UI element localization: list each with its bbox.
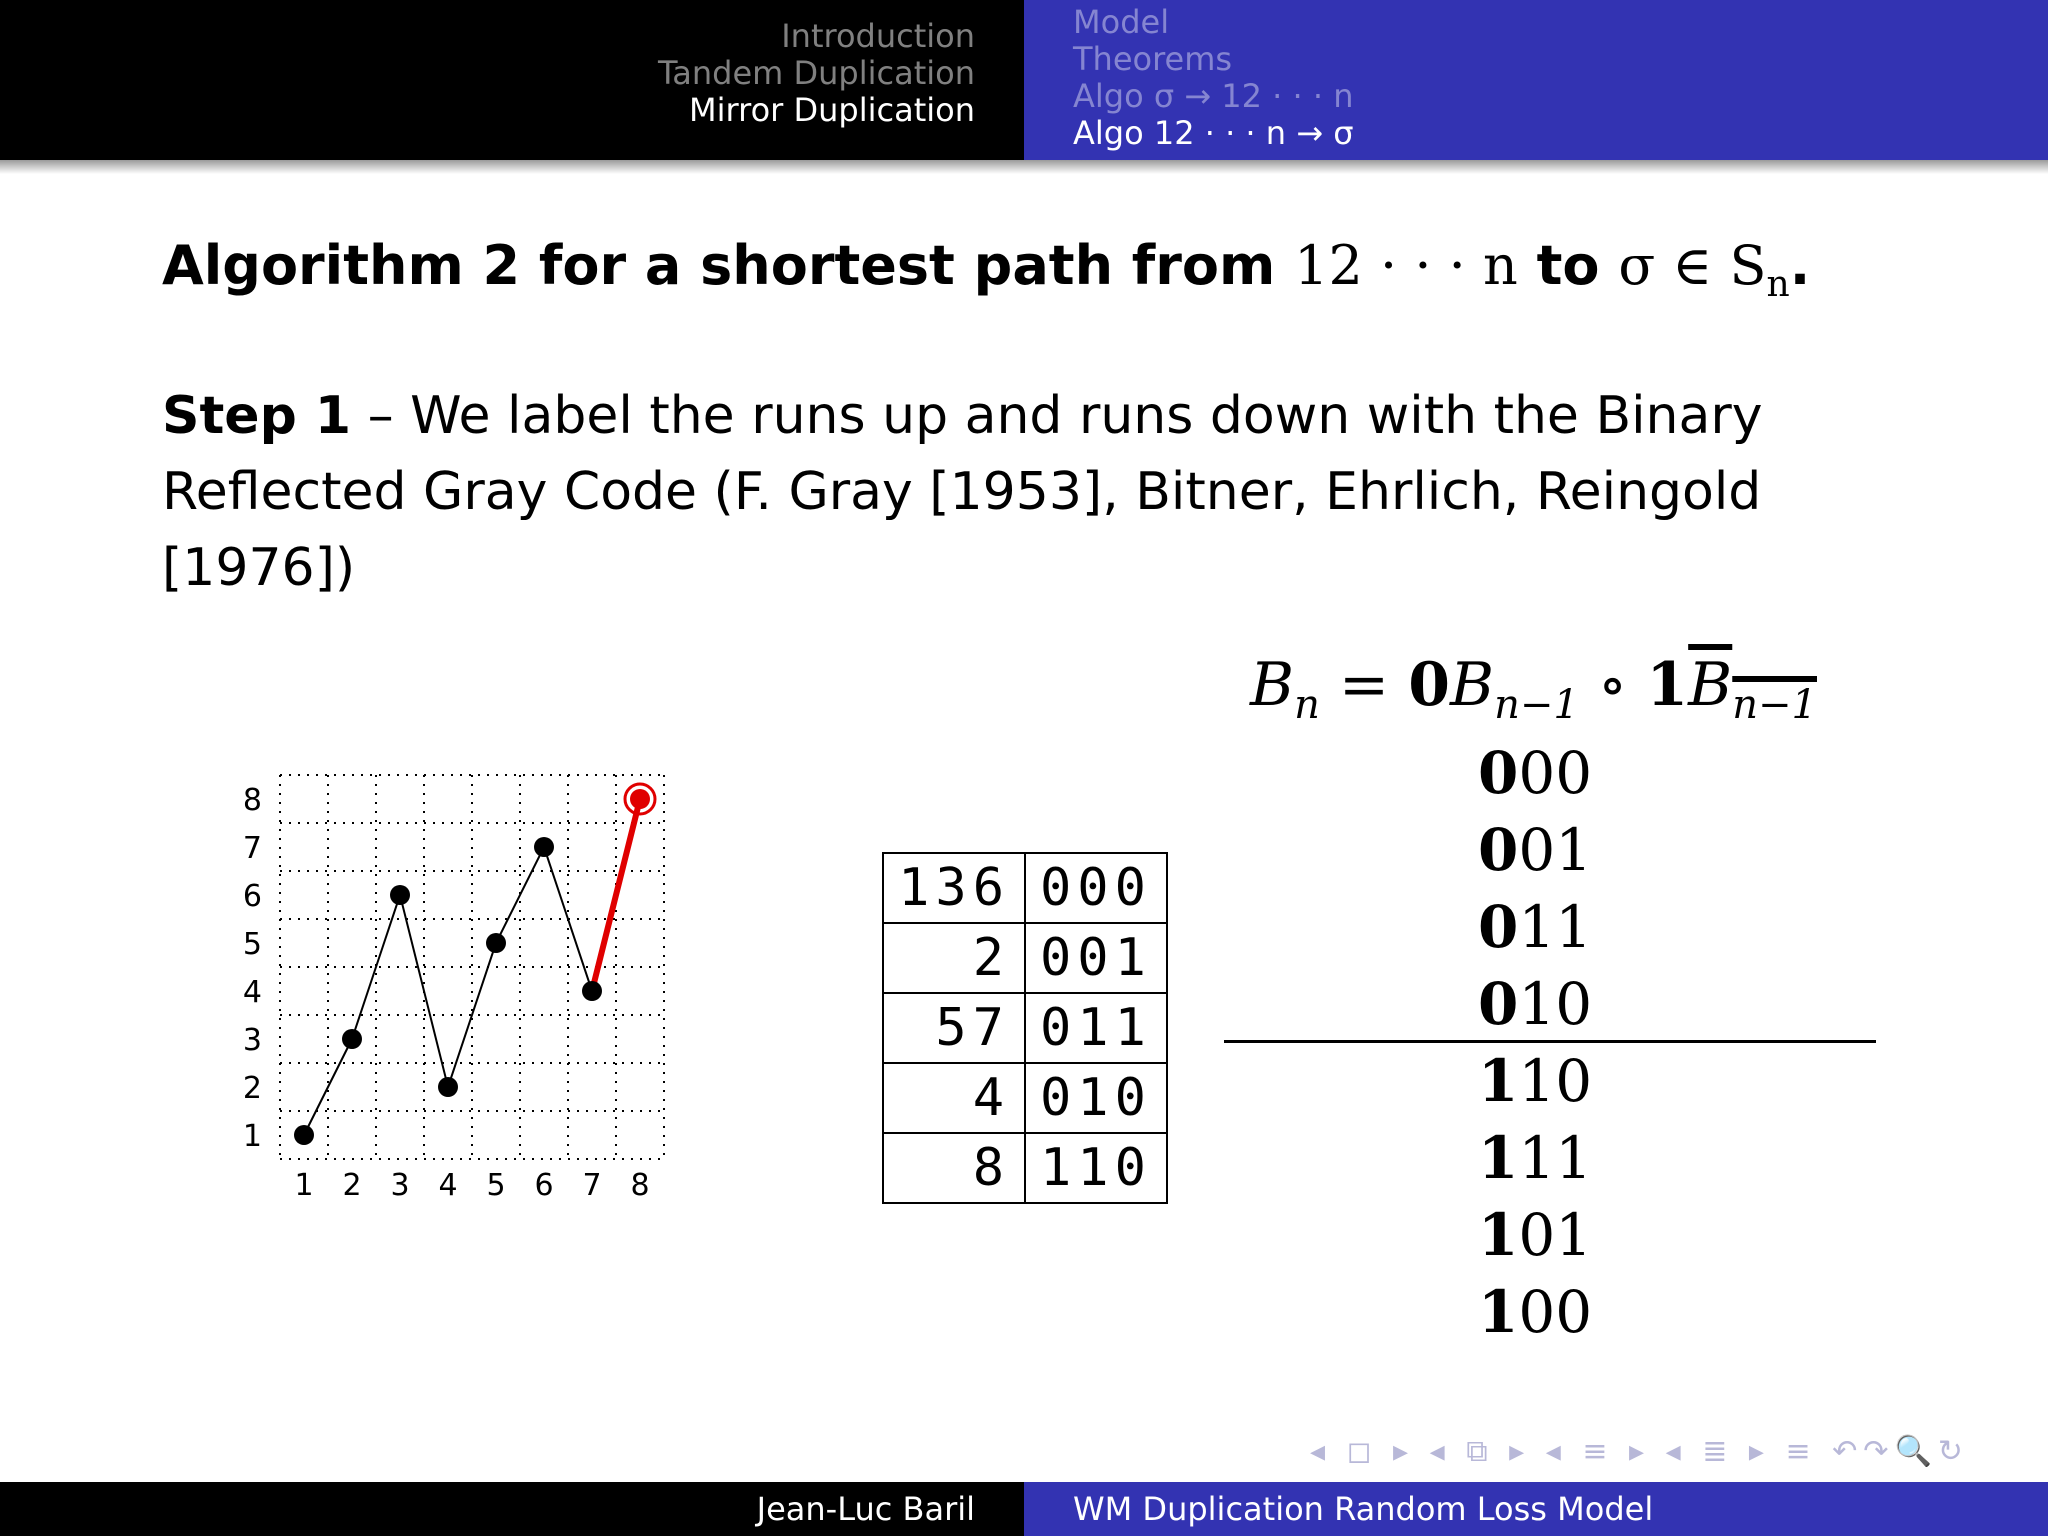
path-segment bbox=[352, 895, 400, 1039]
y-tick-label: 8 bbox=[242, 783, 262, 818]
y-tick-label: 3 bbox=[242, 1023, 262, 1058]
x-tick-label: 7 bbox=[582, 1168, 602, 1203]
nav-subsection-algo-sigma-to-id[interactable]: Algo σ → 12 · · · n bbox=[1073, 77, 1354, 115]
run-label-table bbox=[882, 852, 1168, 1204]
title-text-1: Algorithm 2 for a shortest path from bbox=[162, 234, 1276, 297]
formula-term2: B bbox=[1688, 650, 1733, 720]
path-segment bbox=[304, 1039, 352, 1135]
data-point bbox=[582, 981, 602, 1001]
title-math-1: 12 · · · n bbox=[1294, 234, 1518, 297]
formula-term1-sub: n−1 bbox=[1494, 682, 1579, 728]
step-paragraph bbox=[162, 378, 1802, 606]
run-positions-cell: 2 bbox=[883, 923, 1025, 993]
y-tick-label: 7 bbox=[242, 831, 262, 866]
table-row bbox=[883, 853, 1167, 923]
gray-code-row: 101 bbox=[1478, 1201, 1593, 1269]
gray-code-formula bbox=[1250, 650, 1817, 728]
run-positions-cell: 136 bbox=[883, 853, 1025, 923]
data-point bbox=[342, 1029, 362, 1049]
gray-code-row: 001 bbox=[1478, 816, 1593, 884]
data-point bbox=[438, 1077, 458, 1097]
x-tick-label: 1 bbox=[294, 1168, 314, 1203]
title-end: . bbox=[1789, 234, 1811, 297]
run-positions-cell: 4 bbox=[883, 1063, 1025, 1133]
gray-code-row: 100 bbox=[1478, 1278, 1593, 1346]
formula-lhs: B bbox=[1250, 650, 1295, 720]
nav-section-mirror-duplication[interactable]: Mirror Duplication bbox=[689, 91, 975, 129]
nav-subsection-theorems[interactable]: Theorems bbox=[1073, 40, 1233, 78]
nav-subsection-algo-id-to-sigma[interactable]: Algo 12 · · · n → σ bbox=[1073, 114, 1354, 152]
data-point bbox=[294, 1125, 314, 1145]
table-row bbox=[883, 1063, 1167, 1133]
beamer-header bbox=[0, 0, 2048, 162]
table-row bbox=[883, 923, 1167, 993]
run-positions-cell: 8 bbox=[883, 1133, 1025, 1203]
gray-label-cell: 010 bbox=[1025, 1063, 1167, 1133]
x-tick-label: 2 bbox=[342, 1168, 362, 1203]
gray-code-row: 110 bbox=[1478, 1047, 1593, 1115]
gray-label-cell: 001 bbox=[1025, 923, 1167, 993]
gray-code-row: 011 bbox=[1478, 893, 1593, 961]
slide-title bbox=[162, 234, 1810, 305]
subsection-nav bbox=[1073, 4, 1353, 152]
formula-bit-1: 1 bbox=[1646, 650, 1689, 720]
formula-lhs-sub: n bbox=[1294, 682, 1320, 728]
permutation-plot bbox=[230, 760, 690, 1210]
footer-title: WM Duplication Random Loss Model bbox=[1073, 1490, 1654, 1528]
step-label: Step 1 bbox=[162, 386, 352, 446]
gray-label-cell: 110 bbox=[1025, 1133, 1167, 1203]
data-point bbox=[630, 789, 650, 809]
title-math-2: σ ∈ S bbox=[1618, 234, 1767, 297]
nav-section-tandem-duplication[interactable]: Tandem Duplication bbox=[658, 54, 975, 92]
gray-label-cell: 000 bbox=[1025, 853, 1167, 923]
table-row bbox=[883, 993, 1167, 1063]
formula-term2-sub: n−1 bbox=[1732, 682, 1817, 728]
gray-code-row: 010 bbox=[1478, 970, 1593, 1038]
data-point bbox=[534, 837, 554, 857]
formula-term1: B bbox=[1450, 650, 1495, 720]
footer-author: Jean-Luc Baril bbox=[756, 1490, 975, 1528]
formula-op: ∘ bbox=[1578, 650, 1647, 720]
title-math-sub: n bbox=[1766, 263, 1790, 305]
gray-code-list bbox=[1478, 735, 1593, 1351]
path-segment bbox=[400, 895, 448, 1087]
x-tick-label: 5 bbox=[486, 1168, 506, 1203]
formula-term2-reflected bbox=[1688, 650, 1817, 728]
gray-code-row: 111 bbox=[1478, 1124, 1593, 1192]
y-tick-label: 4 bbox=[242, 975, 262, 1010]
highlight-segment bbox=[592, 799, 640, 991]
y-tick-label: 1 bbox=[242, 1119, 262, 1154]
formula-bit-0: 0 bbox=[1408, 650, 1451, 720]
x-tick-label: 4 bbox=[438, 1168, 458, 1203]
title-text-2: to bbox=[1536, 234, 1600, 297]
x-tick-label: 6 bbox=[534, 1168, 554, 1203]
y-tick-label: 2 bbox=[242, 1071, 262, 1106]
section-nav bbox=[658, 18, 975, 129]
gray-code-row: 000 bbox=[1478, 739, 1593, 807]
formula-eq: = bbox=[1319, 650, 1409, 720]
reflection-divider bbox=[1224, 1040, 1876, 1043]
gray-label-cell: 011 bbox=[1025, 993, 1167, 1063]
nav-section-introduction[interactable]: Introduction bbox=[781, 17, 975, 55]
data-point bbox=[390, 885, 410, 905]
step-text: – We label the runs up and runs down with the Binary Reflected Gray Code (F. Gray [1953], Bitner, Ehrlich, Reingold [1976]) bbox=[162, 386, 1763, 598]
y-tick-label: 6 bbox=[242, 879, 262, 914]
x-tick-label: 3 bbox=[390, 1168, 410, 1203]
run-positions-cell: 57 bbox=[883, 993, 1025, 1063]
nav-subsection-model[interactable]: Model bbox=[1073, 3, 1170, 41]
y-tick-label: 5 bbox=[242, 927, 262, 962]
x-tick-label: 8 bbox=[630, 1168, 650, 1203]
table-row bbox=[883, 1133, 1167, 1203]
data-point bbox=[486, 933, 506, 953]
header-shadow bbox=[0, 160, 2048, 174]
beamer-nav-symbols[interactable]: ◂ ◻ ▸ ◂ ⧉ ▸ ◂ ≡ ▸ ◂ ≣ ▸ ≡ ↶↷🔍↻ bbox=[1310, 1434, 1969, 1469]
